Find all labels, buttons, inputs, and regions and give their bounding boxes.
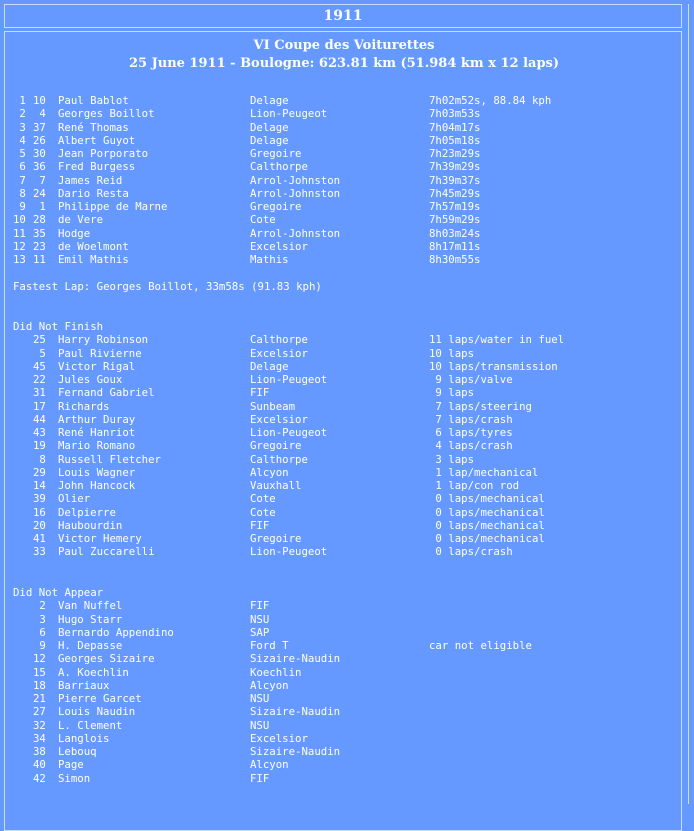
- driver-name: Olier: [58, 492, 91, 506]
- car-number: 12: [33, 652, 46, 666]
- finish-position: 5: [13, 147, 26, 160]
- race-result: 7h39m29s: [429, 160, 481, 174]
- race-result: 8h17m11s: [429, 239, 481, 253]
- race-result: 8h03m24s: [429, 226, 481, 240]
- race-result: 9 laps/valve: [429, 373, 513, 386]
- car-make: Vauxhall: [250, 479, 302, 492]
- car-number: 2: [33, 599, 46, 613]
- driver-name: Jean Porporato: [58, 147, 149, 160]
- race-result: 7h04m17s: [429, 120, 481, 134]
- car-make: Excelsior: [250, 731, 308, 745]
- table-row: [13, 492, 545, 506]
- car-make: Sizaire-Naudin: [250, 705, 341, 719]
- race-report: [4, 31, 682, 831]
- car-number: 41: [33, 532, 46, 545]
- car-number: 19: [33, 439, 46, 453]
- car-make: Gregoire: [250, 200, 302, 213]
- driver-name: James Reid: [58, 173, 123, 187]
- dna-table: [13, 599, 532, 785]
- table-row: [13, 333, 565, 347]
- car-number: 27: [33, 705, 46, 719]
- driver-name: Harry Robinson: [58, 333, 149, 347]
- driver-name: Delpierre: [58, 505, 116, 519]
- car-number: 18: [33, 678, 46, 692]
- race-result: 7 laps/crash: [429, 412, 513, 426]
- driver-name: Bernardo Appendino: [58, 625, 174, 639]
- car-number: 28: [33, 213, 46, 227]
- dnf-heading: Did Not Finish: [13, 320, 104, 333]
- race-result: 3 laps: [429, 452, 475, 466]
- car-make: FIF: [250, 386, 270, 400]
- finish-position: 9: [13, 200, 26, 213]
- finish-position: 12: [13, 239, 26, 253]
- car-number: 39: [33, 492, 46, 506]
- car-make: Alcyon: [250, 465, 289, 479]
- driver-name: Haubourdin: [58, 518, 123, 532]
- car-make: FIF: [250, 518, 270, 532]
- driver-name: Albert Guyot: [58, 133, 136, 147]
- dna-heading: Did Not Appear: [13, 586, 104, 599]
- driver-name: Victor Rigal: [58, 359, 136, 373]
- driver-name: Barriaux: [58, 678, 110, 692]
- table-row: [13, 439, 513, 453]
- driver-name: Paul Bablot: [58, 94, 129, 107]
- race-title: VI Coupe des Voiturettes: [253, 38, 435, 53]
- table-edge: [688, 4, 694, 804]
- car-make: Arrol-Johnston: [250, 173, 341, 187]
- table-row: [13, 665, 302, 679]
- car-number: 14: [33, 479, 46, 492]
- table-row: [13, 532, 545, 545]
- car-number: 26: [33, 133, 46, 147]
- car-make: Lion-Peugeot: [250, 426, 328, 439]
- driver-name: Simon: [58, 771, 91, 785]
- car-make: Lion-Peugeot: [250, 545, 328, 559]
- car-make: Arrol-Johnston: [250, 226, 341, 240]
- car-number: 6: [33, 625, 46, 639]
- finish-position: 6: [13, 160, 26, 174]
- car-make: SAP: [250, 625, 270, 639]
- race-result: 7h05m18s: [429, 133, 481, 147]
- table-row: [13, 612, 270, 626]
- driver-name: Hugo Starr: [58, 612, 123, 626]
- table-row: [13, 426, 513, 439]
- car-make: Lion-Peugeot: [250, 107, 328, 121]
- finish-position: 8: [13, 186, 26, 200]
- car-number: 38: [33, 745, 46, 758]
- race-result: 7h57m19s: [429, 200, 481, 213]
- driver-name: de Woelmont: [58, 239, 129, 253]
- race-result: 1 lap/mechanical: [429, 465, 539, 479]
- driver-name: Jules Goux: [58, 373, 123, 386]
- table-row: [13, 718, 270, 732]
- driver-name: Richards: [58, 399, 110, 413]
- car-number: 29: [33, 465, 46, 479]
- race-result: 0 laps/mechanical: [429, 492, 545, 506]
- car-number: 25: [33, 333, 46, 347]
- fastest-lap: Fastest Lap: Georges Boillot, 33m58s (91.83 kph): [13, 280, 322, 293]
- car-make: Alcyon: [250, 758, 289, 772]
- table-row: [13, 625, 270, 639]
- race-result: 0 laps/mechanical: [429, 532, 545, 545]
- table-row: [13, 639, 532, 652]
- driver-name: H. Depasse: [58, 639, 123, 652]
- car-number: 5: [33, 346, 46, 360]
- race-result: 0 laps/mechanical: [429, 518, 545, 532]
- driver-name: Pierre Garcet: [58, 692, 142, 705]
- finish-position: 2: [13, 107, 26, 121]
- year-header: [4, 4, 682, 28]
- car-number: 24: [33, 186, 46, 200]
- table-row: [13, 373, 513, 386]
- race-result: 11 laps/water in fuel: [429, 333, 565, 347]
- car-make: Ford T: [250, 639, 289, 652]
- finish-position: 1: [13, 94, 26, 107]
- driver-name: Langlois: [58, 731, 110, 745]
- race-result: 10 laps: [429, 346, 475, 360]
- table-row: [13, 359, 558, 373]
- table-row: [13, 518, 545, 532]
- car-number: 22: [33, 373, 46, 386]
- table-row: [13, 479, 520, 492]
- car-make: Gregoire: [250, 439, 302, 453]
- car-number: 9: [33, 639, 46, 652]
- table-row: [13, 692, 270, 705]
- driver-name: Fernand Gabriel: [58, 386, 155, 400]
- driver-name: René Thomas: [58, 120, 129, 134]
- car-make: Cote: [250, 505, 276, 519]
- car-number: 31: [33, 386, 46, 400]
- car-number: 17: [33, 399, 46, 413]
- car-number: 16: [33, 505, 46, 519]
- car-make: Sizaire-Naudin: [250, 652, 341, 666]
- driver-name: Paul Rivierne: [58, 346, 142, 360]
- driver-name: Lebouq: [58, 745, 97, 758]
- driver-name: de Vere: [58, 213, 104, 227]
- car-number: 23: [33, 239, 46, 253]
- driver-name: L. Clement: [58, 718, 123, 732]
- car-number: 45: [33, 359, 46, 373]
- race-result: 7h02m52s, 88.84 kph: [429, 94, 552, 107]
- car-number: 21: [33, 692, 46, 705]
- table-row: [13, 465, 539, 479]
- driver-name: Victor Hemery: [58, 532, 142, 545]
- car-make: Lion-Peugeot: [250, 373, 328, 386]
- car-make: Koechlin: [250, 665, 302, 679]
- dna-section: [13, 586, 532, 785]
- car-make: Delage: [250, 359, 289, 373]
- driver-name: Page: [58, 758, 84, 772]
- car-make: Cote: [250, 213, 276, 227]
- car-make: NSU: [250, 612, 270, 626]
- driver-name: John Hancock: [58, 479, 136, 492]
- driver-name: Mario Romano: [58, 439, 136, 453]
- car-make: Delage: [250, 120, 289, 134]
- car-number: 1: [33, 200, 46, 213]
- driver-name: Dario Resta: [58, 186, 129, 200]
- car-number: 10: [33, 94, 46, 107]
- car-number: 35: [33, 226, 46, 240]
- race-result: 7h45m29s: [429, 186, 481, 200]
- driver-name: Fred Burgess: [58, 160, 136, 174]
- car-make: NSU: [250, 718, 270, 732]
- table-row: [13, 399, 532, 413]
- driver-name: Georges Boillot: [58, 107, 155, 121]
- car-make: NSU: [250, 692, 270, 705]
- car-number: 40: [33, 758, 46, 772]
- driver-name: Louis Wagner: [58, 465, 136, 479]
- driver-name: Hodge: [58, 226, 91, 240]
- finish-position: 3: [13, 120, 26, 134]
- car-number: 15: [33, 665, 46, 679]
- race-subtitle: 25 June 1911 - Boulogne: 623.81 km (51.984 km x 12 laps): [128, 56, 560, 71]
- car-number: 7: [33, 173, 46, 187]
- car-number: 20: [33, 518, 46, 532]
- race-result: 7 laps/steering: [429, 399, 532, 413]
- driver-name: Van Nuffel: [58, 599, 123, 613]
- car-number: 3: [33, 612, 46, 626]
- car-number: 37: [33, 120, 46, 134]
- table-row: [13, 452, 475, 466]
- race-result: 7h59m29s: [429, 213, 481, 227]
- table-row: [13, 745, 341, 758]
- race-result: 7h39m37s: [429, 173, 481, 187]
- race-result: 6 laps/tyres: [429, 426, 513, 439]
- table-row: [13, 705, 341, 719]
- car-number: 11: [33, 253, 46, 266]
- car-make: Excelsior: [250, 239, 308, 253]
- table-row: [13, 412, 513, 426]
- driver-name: Philippe de Marne: [58, 200, 168, 213]
- car-make: Sizaire-Naudin: [250, 745, 341, 758]
- finish-position: 13: [13, 253, 26, 266]
- car-make: Alcyon: [250, 678, 289, 692]
- car-make: Cote: [250, 492, 276, 506]
- driver-name: Emil Mathis: [58, 253, 129, 266]
- table-row: [13, 599, 270, 613]
- table-row: [13, 758, 289, 772]
- finish-position: 11: [13, 226, 26, 240]
- table-row: [13, 731, 308, 745]
- car-make: FIF: [250, 771, 270, 785]
- year-label: 1911: [323, 8, 363, 24]
- dnf-section: [13, 320, 565, 559]
- race-result: 4 laps/crash: [429, 439, 513, 453]
- driver-name: Georges Sizaire: [58, 652, 155, 666]
- car-make: Delage: [250, 94, 289, 107]
- table-row: [13, 505, 545, 519]
- race-result: car not eligible: [429, 639, 532, 652]
- car-make: Calthorpe: [250, 160, 308, 174]
- race-result: 8h30m55s: [429, 253, 481, 266]
- car-number: 34: [33, 731, 46, 745]
- race-result: 0 laps/crash: [429, 545, 513, 559]
- car-make: Mathis: [250, 253, 289, 266]
- race-result: 10 laps/transmission: [429, 359, 558, 373]
- finish-position: 10: [13, 213, 26, 227]
- car-make: FIF: [250, 599, 270, 613]
- table-row: [13, 346, 475, 360]
- table-row: [13, 386, 475, 400]
- race-result: 1 lap/con rod: [429, 479, 520, 492]
- dnf-table: [13, 333, 565, 559]
- car-make: Excelsior: [250, 346, 308, 360]
- table-row: [13, 545, 513, 559]
- driver-name: Russell Fletcher: [58, 452, 161, 466]
- car-make: Gregoire: [250, 532, 302, 545]
- car-make: Excelsior: [250, 412, 308, 426]
- car-make: Sunbeam: [250, 399, 296, 413]
- driver-name: Louis Naudin: [58, 705, 136, 719]
- car-make: Delage: [250, 133, 289, 147]
- driver-name: René Hanriot: [58, 426, 136, 439]
- table-row: [13, 652, 341, 666]
- car-make: Arrol-Johnston: [250, 186, 341, 200]
- driver-name: Paul Zuccarelli: [58, 545, 155, 559]
- race-result: 7h23m29s: [429, 147, 481, 160]
- car-make: Gregoire: [250, 147, 302, 160]
- car-number: 32: [33, 718, 46, 732]
- car-number: 4: [33, 107, 46, 121]
- car-make: Calthorpe: [250, 452, 308, 466]
- car-number: 42: [33, 771, 46, 785]
- driver-name: A. Koechlin: [58, 665, 129, 679]
- car-number: 30: [33, 147, 46, 160]
- car-make: Calthorpe: [250, 333, 308, 347]
- car-number: 8: [33, 452, 46, 466]
- table-row: [13, 678, 289, 692]
- car-number: 44: [33, 412, 46, 426]
- car-number: 33: [33, 545, 46, 559]
- race-result: 9 laps: [429, 386, 475, 400]
- race-result: 7h03m53s: [429, 107, 481, 121]
- table-row: [13, 771, 270, 785]
- driver-name: Arthur Duray: [58, 412, 136, 426]
- finish-position: 4: [13, 133, 26, 147]
- finish-position: 7: [13, 173, 26, 187]
- race-result: 0 laps/mechanical: [429, 505, 545, 519]
- car-number: 36: [33, 160, 46, 174]
- car-number: 43: [33, 426, 46, 439]
